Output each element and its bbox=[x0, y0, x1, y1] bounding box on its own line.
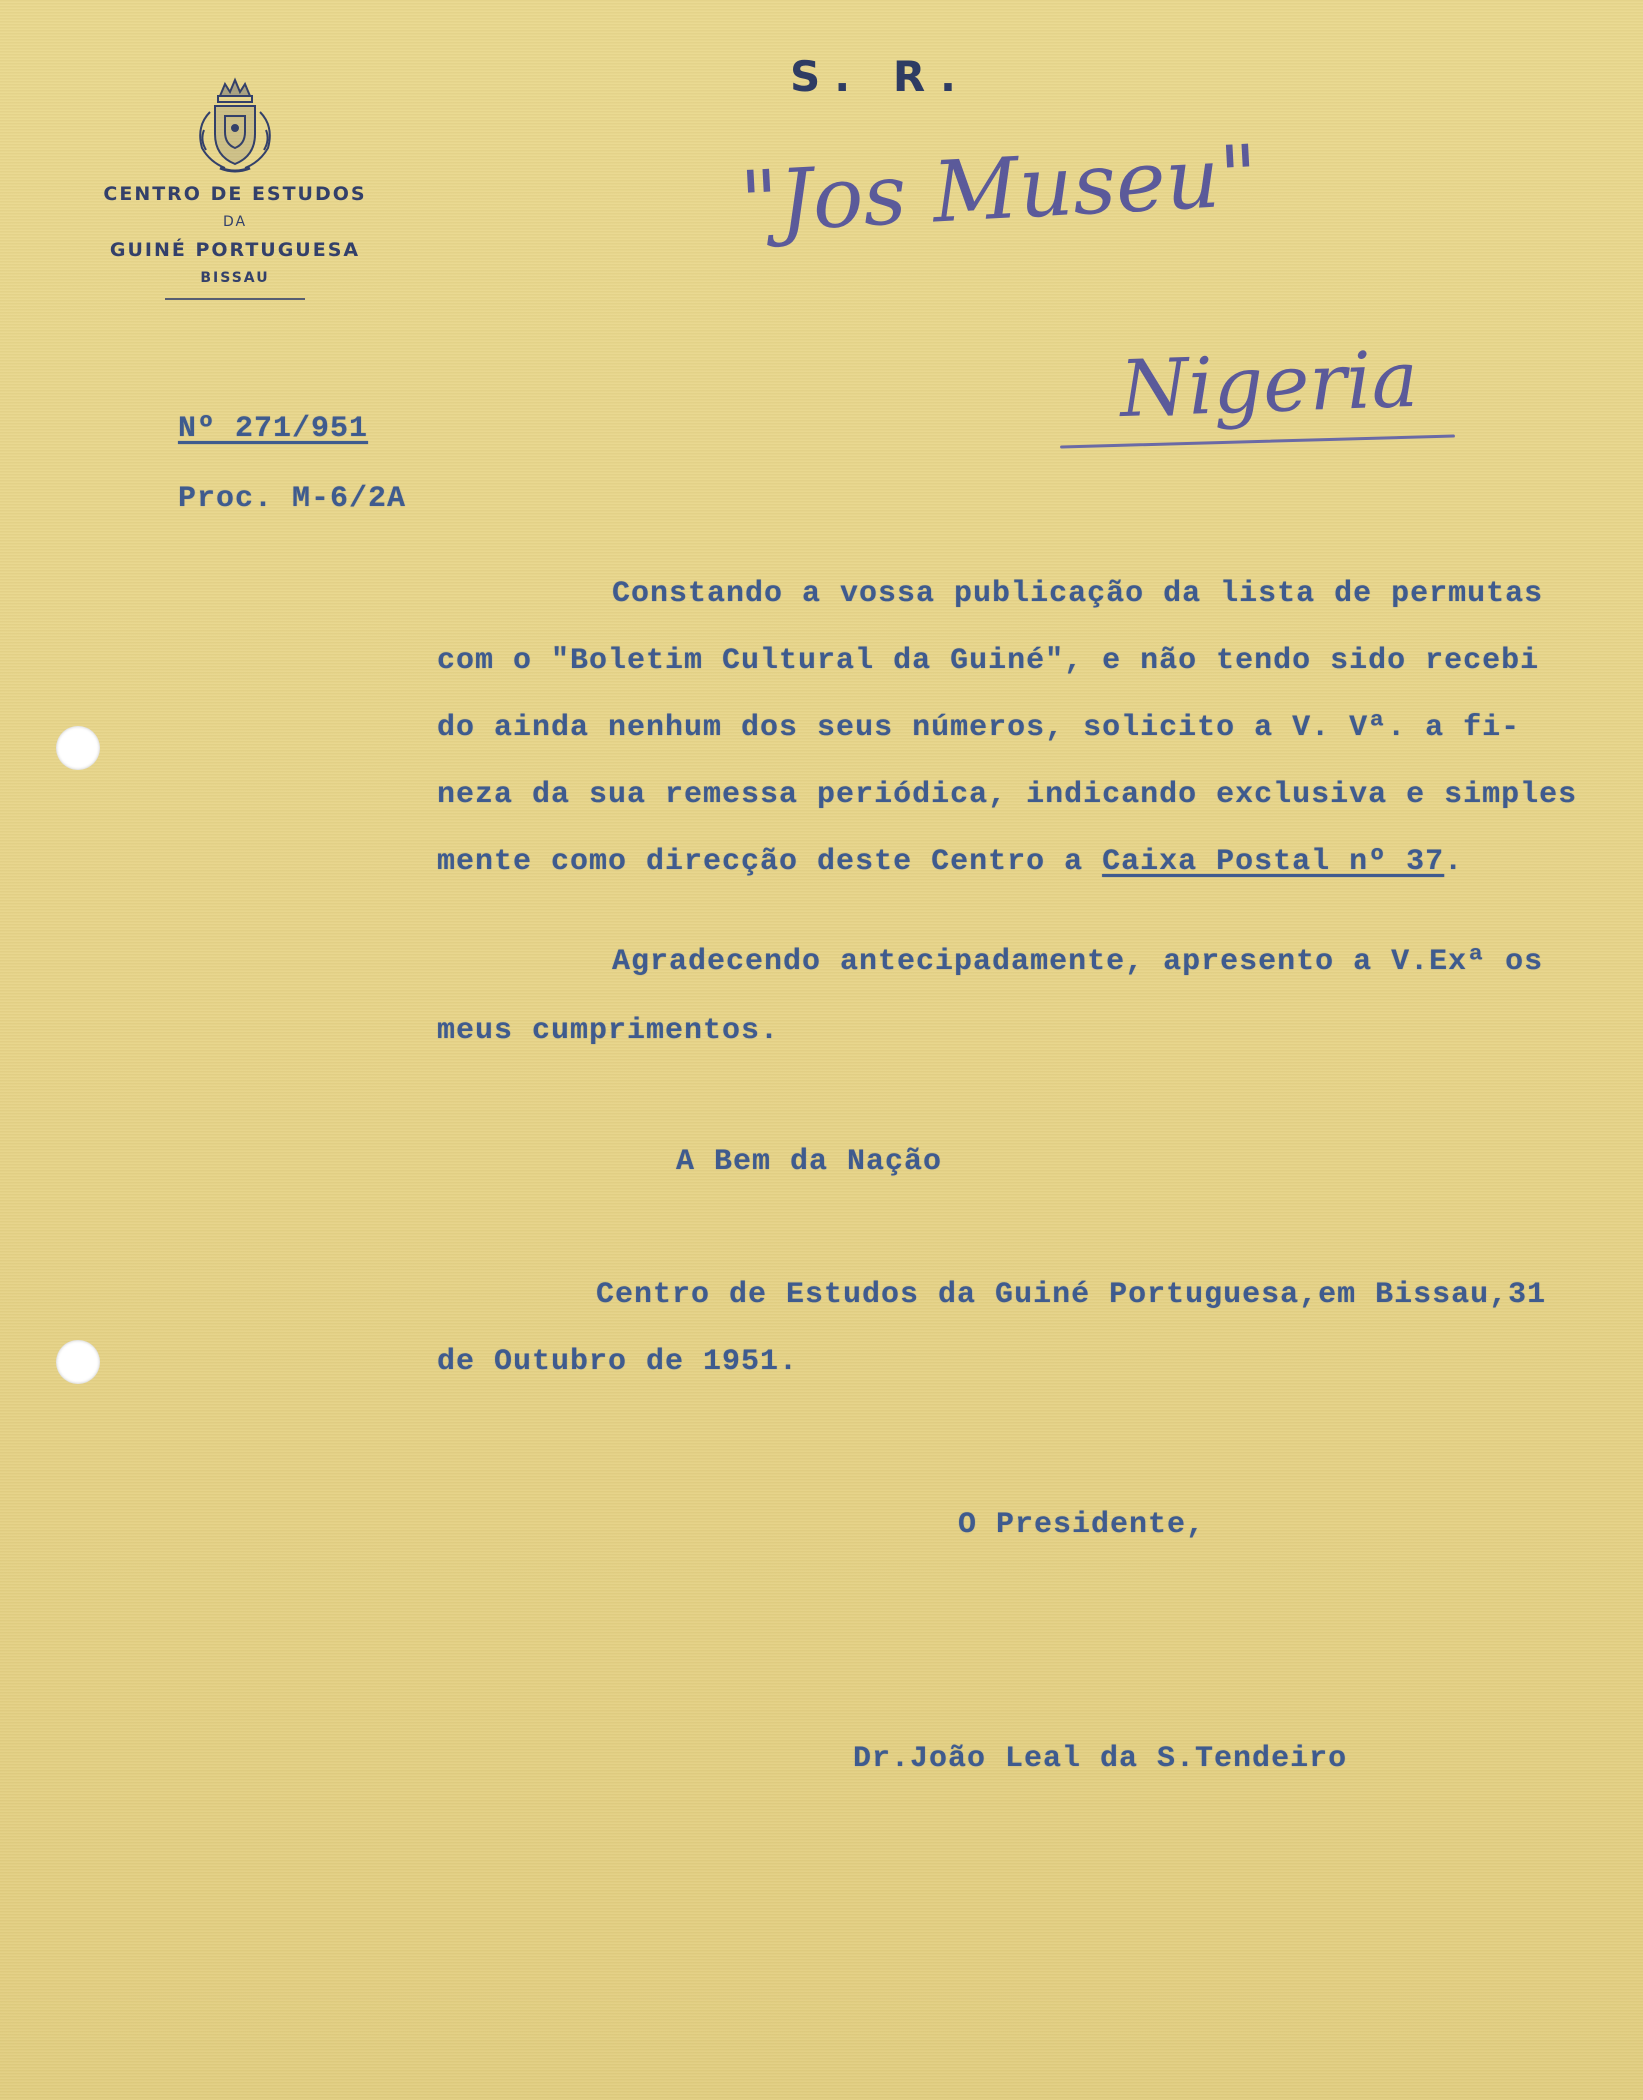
body-line-5-text: mente como direcção deste Centro a bbox=[437, 845, 1103, 879]
body-line-3: do ainda nenhum dos seus números, solicito a V. Vª. a fi- bbox=[437, 711, 1521, 745]
signature-title: O Presidente, bbox=[958, 1508, 1206, 1542]
body-line-5 bbox=[437, 845, 1463, 879]
addressee-underline bbox=[1060, 434, 1455, 448]
letterhead bbox=[70, 70, 400, 300]
postal-address: Caixa Postal nº 37 bbox=[1102, 845, 1445, 879]
letterhead-line-1: CENTRO DE ESTUDOS bbox=[103, 183, 367, 205]
punch-hole-bottom bbox=[56, 1340, 100, 1384]
process-number: Proc. M-6/2A bbox=[178, 482, 407, 516]
addressee-name: "Jos Museu" bbox=[737, 126, 1261, 252]
punch-hole-top bbox=[56, 726, 100, 770]
coat-of-arms-icon bbox=[180, 70, 290, 180]
salutation: A Bem da Nação bbox=[676, 1145, 943, 1179]
place-date-line-2: de Outubro de 1951. bbox=[437, 1345, 799, 1379]
letterhead-line-3: GUINÉ PORTUGUESA bbox=[109, 239, 361, 261]
letterhead-line-2: DA bbox=[222, 214, 248, 230]
body-line-4: neza da sua remessa periódica, indicando exclusiva e simples bbox=[437, 778, 1578, 812]
body-line-7: meus cumprimentos. bbox=[437, 1014, 780, 1048]
reference-number: Nº 271/951 bbox=[178, 412, 369, 446]
body-line-5-end: . bbox=[1444, 845, 1464, 879]
place-date-line-1: Centro de Estudos da Guiné Portuguesa,em Bissau,31 bbox=[596, 1278, 1547, 1312]
classification-mark: S. R. bbox=[790, 52, 970, 101]
body-line-1: Constando a vossa publicação da lista de permutas bbox=[612, 577, 1544, 611]
signature-name: Dr.João Leal da S.Tendeiro bbox=[853, 1742, 1348, 1776]
body-line-2: com o "Boletim Cultural da Guiné", e não tendo sido recebi bbox=[437, 644, 1540, 678]
letterhead-rule bbox=[165, 298, 305, 300]
body-line-6: Agradecendo antecipadamente, apresento a V.Exª os bbox=[612, 945, 1544, 979]
addressee-country: Nigeria bbox=[1118, 334, 1420, 436]
letterhead-line-4: BISSAU bbox=[200, 270, 270, 286]
